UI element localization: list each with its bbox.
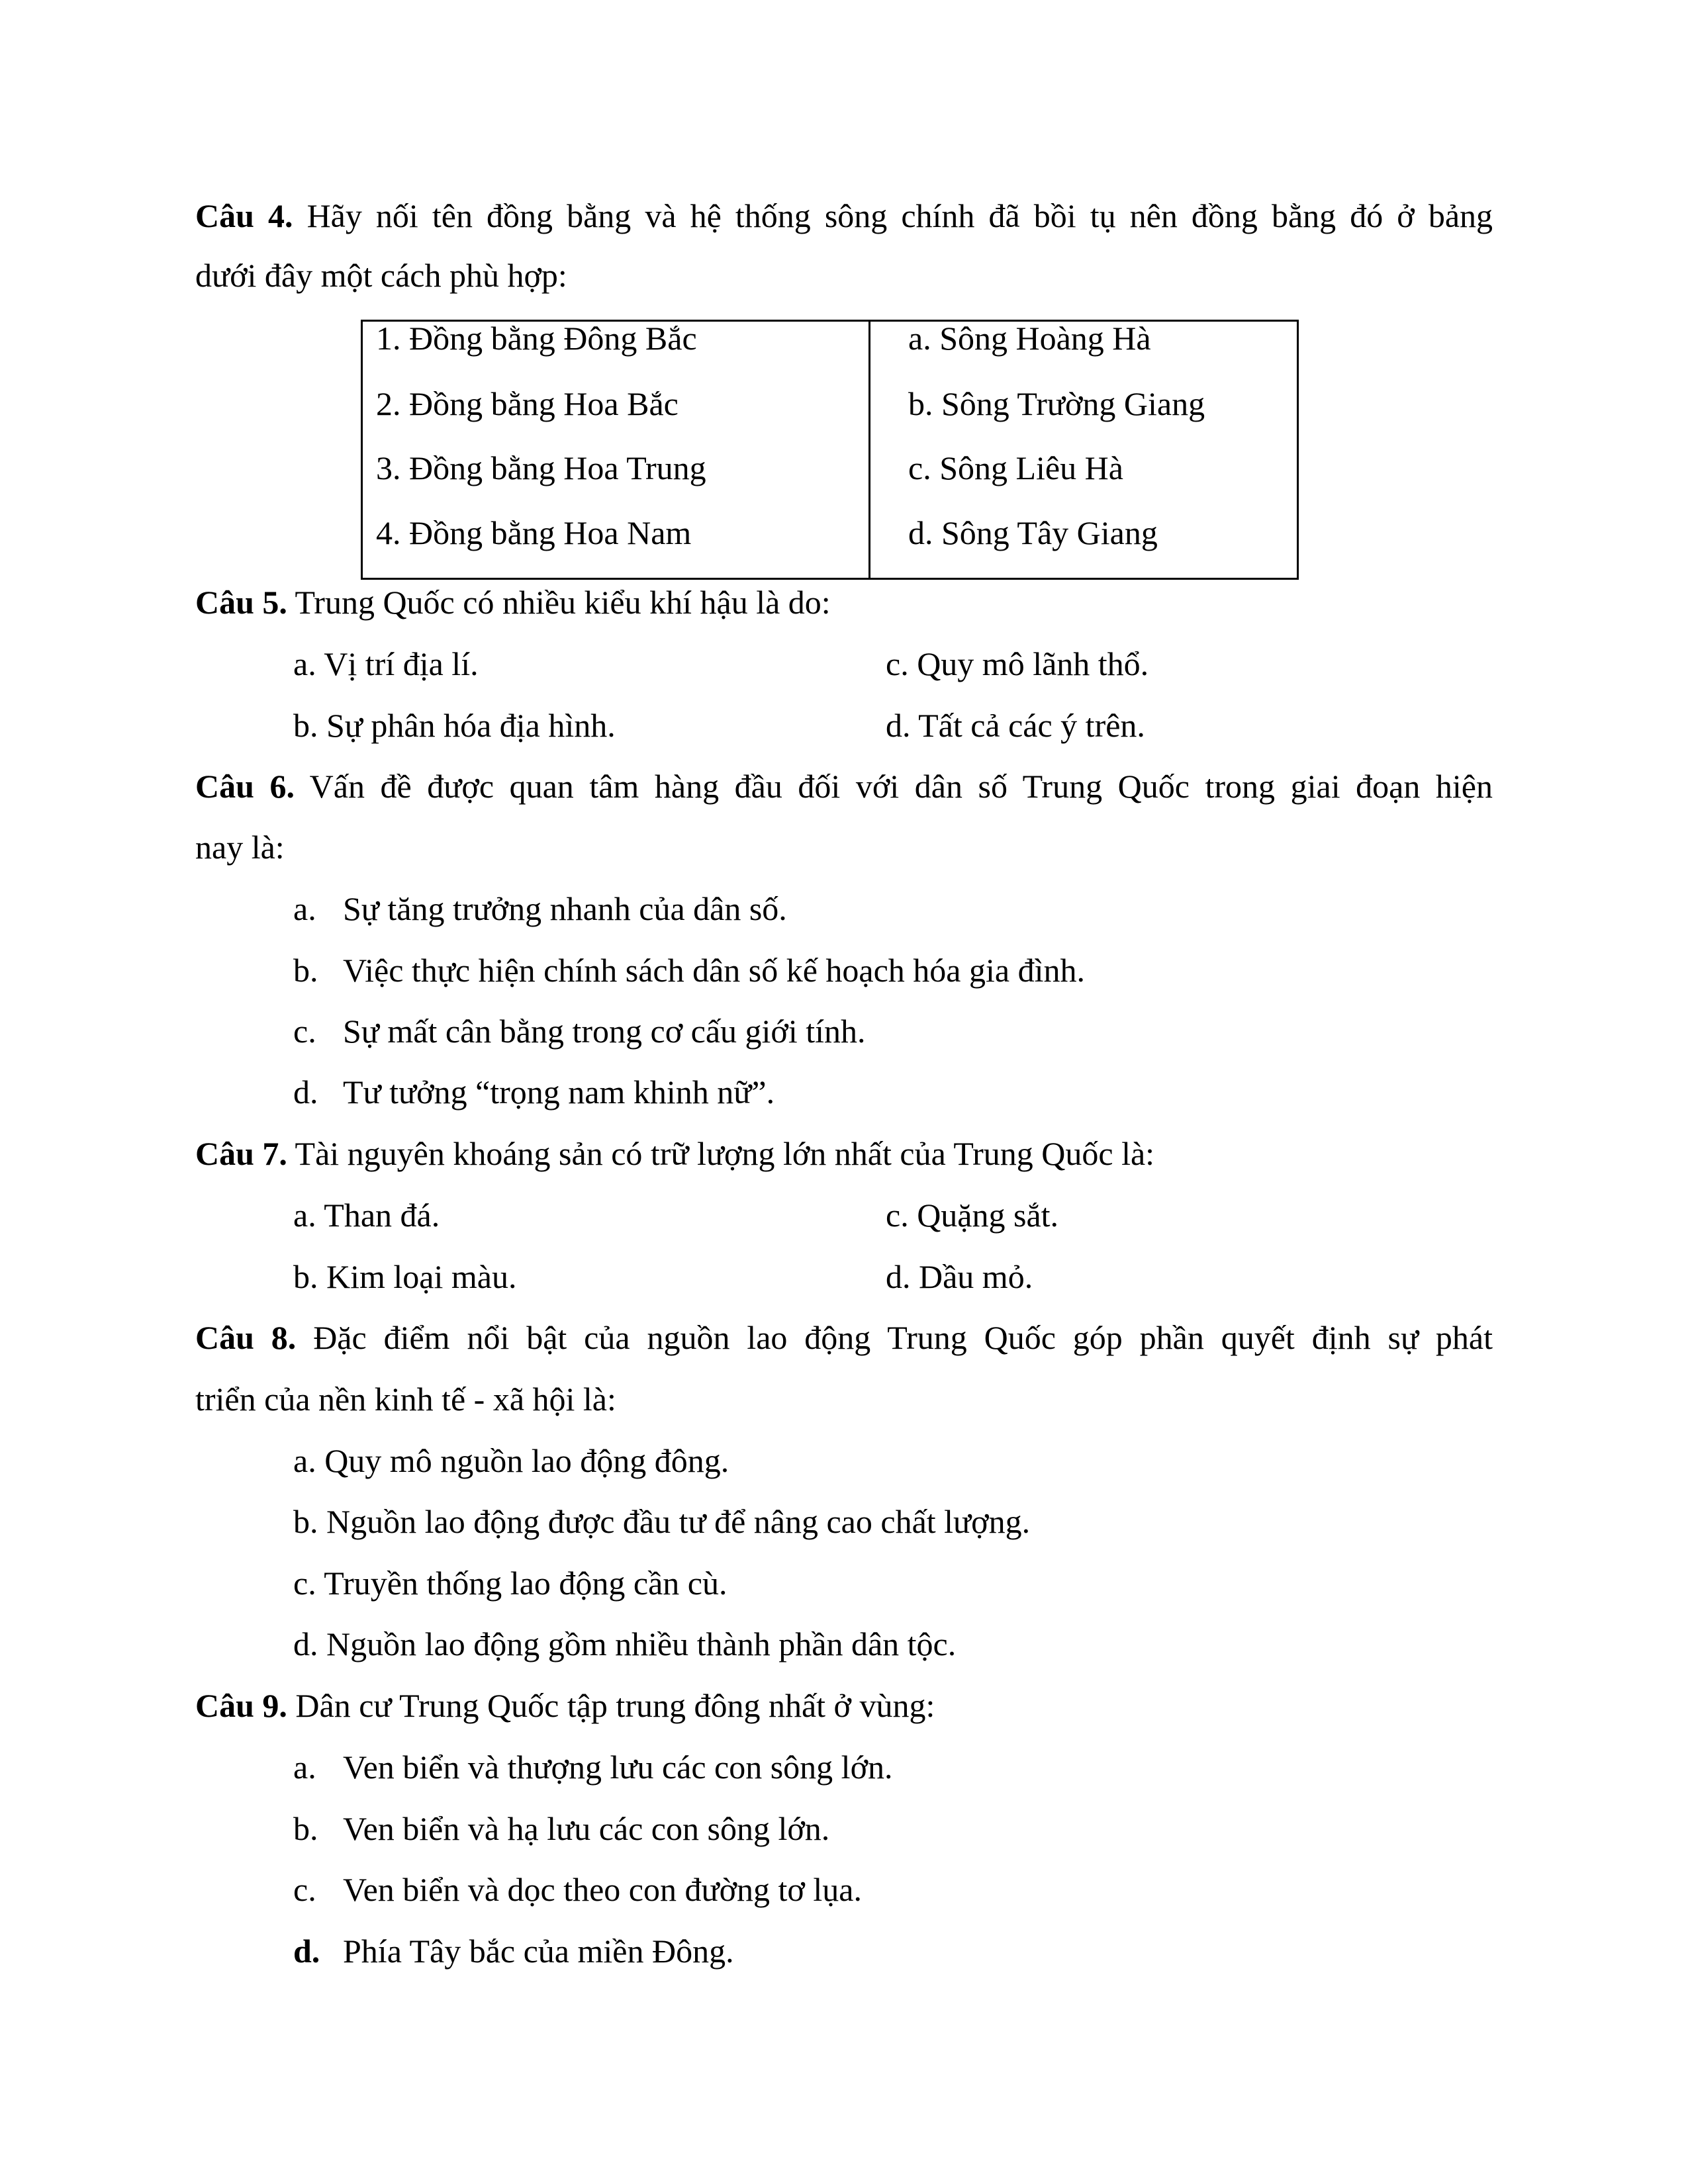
table-left-item-4: 4. Đồng bằng Hoa Nam xyxy=(376,514,692,551)
option-letter: b. xyxy=(293,952,318,989)
table-left-item-2: 2. Đồng bằng Hoa Bắc xyxy=(376,385,679,422)
question-6-label: Câu 6. xyxy=(195,768,295,805)
question-7-option-c: c. Quặng sắt. xyxy=(886,1197,1059,1234)
option-letter: a. xyxy=(293,890,316,927)
question-9-option-a xyxy=(293,1747,893,1787)
question-9-line xyxy=(195,1686,935,1725)
option-letter: d. xyxy=(293,1073,318,1111)
question-6-line-1 xyxy=(195,766,1493,806)
question-9-option-c xyxy=(293,1870,862,1909)
question-4-text: Hãy nối tên đồng bằng và hệ thống sông chính đã bồi tụ nên đồng bằng đó ở bảng xyxy=(306,197,1493,234)
question-6-option-a xyxy=(293,889,787,929)
question-8-option-c: c. Truyền thống lao động cần cù. xyxy=(293,1565,727,1602)
table-left-item-3: 3. Đồng bằng Hoa Trung xyxy=(376,449,706,486)
question-7-option-d: d. Dầu mỏ. xyxy=(886,1258,1033,1295)
question-5-option-d: d. Tất cả các ý trên. xyxy=(886,707,1145,744)
question-7-label: Câu 7. xyxy=(195,1135,287,1172)
question-6-option-d xyxy=(293,1072,774,1112)
question-7-option-b: b. Kim loại màu. xyxy=(293,1258,517,1295)
option-letter: c. xyxy=(293,1871,316,1908)
question-4-line-1 xyxy=(195,196,1493,236)
question-7-option-a: a. Than đá. xyxy=(293,1197,440,1234)
question-9-text: Dân cư Trung Quốc tập trung đông nhất ở vùng: xyxy=(295,1687,935,1724)
question-7-line xyxy=(195,1134,1154,1173)
option-text: Ven biển và dọc theo con đường tơ lụa. xyxy=(343,1871,862,1908)
question-8-option-a: a. Quy mô nguồn lao động đông. xyxy=(293,1442,729,1479)
table-left-item-1: 1. Đồng bằng Đông Bắc xyxy=(376,320,697,357)
question-5-label: Câu 5. xyxy=(195,584,287,621)
question-8-text: Đặc điểm nổi bật của nguồn lao động Trung Quốc góp phần quyết định sự phát xyxy=(313,1319,1493,1356)
option-text: Ven biển và hạ lưu các con sông lớn. xyxy=(343,1810,830,1847)
question-4-label: Câu 4. xyxy=(195,197,293,234)
question-9-label: Câu 9. xyxy=(195,1687,287,1724)
question-4-line-2: dưới đây một cách phù hợp: xyxy=(195,257,567,294)
question-5-option-b: b. Sự phân hóa địa hình. xyxy=(293,707,616,744)
question-5-option-a: a. Vị trí địa lí. xyxy=(293,645,479,682)
option-letter: c. xyxy=(293,1013,316,1050)
question-8-option-d: d. Nguồn lao động gồm nhiều thành phần dân tộc. xyxy=(293,1625,957,1662)
option-text: Việc thực hiện chính sách dân số kế hoạch hóa gia đình. xyxy=(343,952,1085,989)
option-text: Ven biển và thượng lưu các con sông lớn. xyxy=(343,1749,893,1786)
option-text: Sự tăng trưởng nhanh của dân số. xyxy=(343,890,787,927)
option-text: Tư tưởng “trọng nam khinh nữ”. xyxy=(343,1073,775,1111)
question-6-line-2: nay là: xyxy=(195,829,285,866)
question-8-option-b: b. Nguồn lao động được đầu tư để nâng cao chất lượng. xyxy=(293,1503,1031,1540)
table-divider xyxy=(868,322,870,578)
table-right-item-1: a. Sông Hoàng Hà xyxy=(908,320,1151,357)
question-6-text: Vấn đề được quan tâm hàng đầu đối với dân số Trung Quốc trong giai đoạn hiện xyxy=(309,768,1493,805)
table-right-item-4: d. Sông Tây Giang xyxy=(908,514,1158,551)
table-right-item-2: b. Sông Trường Giang xyxy=(908,385,1205,422)
question-6-option-b xyxy=(293,950,1085,990)
option-text: Phía Tây bắc của miền Đông. xyxy=(343,1933,734,1970)
table-right-item-3: c. Sông Liêu Hà xyxy=(908,449,1123,486)
option-letter-bold: d. xyxy=(293,1933,320,1970)
option-letter: b. xyxy=(293,1810,318,1847)
question-9-option-d xyxy=(293,1931,734,1971)
question-8-line-1 xyxy=(195,1318,1493,1357)
question-5-line xyxy=(195,582,831,622)
question-5-text: Trung Quốc có nhiều kiểu khí hậu là do: xyxy=(287,584,831,621)
question-8-line-2: triển của nền kinh tế - xã hội là: xyxy=(195,1381,616,1418)
question-7-text: Tài nguyên khoáng sản có trữ lượng lớn nhất của Trung Quốc là: xyxy=(295,1135,1155,1172)
option-letter: a. xyxy=(293,1749,316,1786)
option-text: Sự mất cân bằng trong cơ cấu giới tính. xyxy=(343,1013,866,1050)
question-5-option-c: c. Quy mô lãnh thổ. xyxy=(886,645,1149,682)
question-8-label: Câu 8. xyxy=(195,1319,297,1356)
question-6-option-c xyxy=(293,1011,866,1051)
question-9-option-b xyxy=(293,1809,829,1848)
